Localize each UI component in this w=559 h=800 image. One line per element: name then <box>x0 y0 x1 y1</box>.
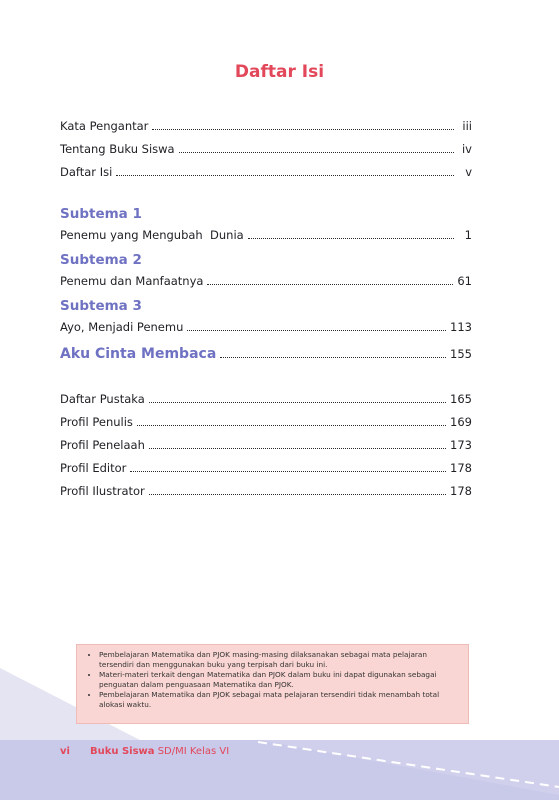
toc-page-number: iv <box>461 142 472 156</box>
toc-page-number: 169 <box>450 415 472 429</box>
note-item: • Materi-materi terkait dengan Matematika dan PJOK dalam buku ini dapat digunakan sebagai penguatan dalam penguasaan Matematika dan PJOK. <box>99 670 460 690</box>
subtema-2-heading: Subtema 2 <box>60 252 142 268</box>
footer-page-number: vi <box>60 746 70 757</box>
toc-entry-label: Tentang Buku Siswa <box>60 142 175 156</box>
toc-entry-label: Daftar Pustaka <box>60 392 145 406</box>
footer-book-class: SD/MI Kelas VI <box>157 746 230 757</box>
toc-page-number: 165 <box>450 392 472 406</box>
toc-entry-profil-editor[interactable] <box>60 458 472 476</box>
note-box <box>76 644 469 724</box>
toc-leader-dots <box>137 424 446 426</box>
toc-page-number: iii <box>462 119 472 133</box>
toc-entry-profil-ilustrator[interactable] <box>60 481 472 499</box>
toc-entry-aku-cinta-membaca[interactable] <box>60 344 472 362</box>
toc-entry-label: Daftar Isi <box>60 165 113 179</box>
toc-leader-dots <box>207 283 453 285</box>
footer-book-name: Buku Siswa <box>89 746 155 757</box>
toc-entry-label: Penemu dan Manfaatnya <box>60 274 204 288</box>
note-item: • Pembelajaran Matematika dan PJOK sebagai mata pelajaran tersendiri tidak menambah total alokasi waktu. <box>99 690 460 710</box>
toc-leader-dots <box>248 237 454 239</box>
toc-page-number: 173 <box>450 438 472 452</box>
toc-entry-subtema-2[interactable] <box>60 271 472 289</box>
toc-entry-profil-penelaah[interactable] <box>60 435 472 453</box>
toc-page-number: 178 <box>450 461 472 475</box>
toc-entry-daftar-isi[interactable] <box>60 162 472 180</box>
toc-page-number: v <box>465 165 472 179</box>
toc-entry-tentang-buku-siswa[interactable] <box>60 139 472 157</box>
toc-entry-label: Kata Pengantar <box>60 119 149 133</box>
toc-entry-profil-penulis[interactable] <box>60 412 472 430</box>
toc-entry-label: Penemu yang Mengubah Dunia <box>60 228 244 242</box>
toc-page-number: 155 <box>450 347 472 361</box>
toc-page-number: 178 <box>450 484 472 498</box>
subtema-3-heading: Subtema 3 <box>60 298 142 314</box>
subtema-1-heading: Subtema 1 <box>60 206 142 222</box>
note-list <box>85 650 460 710</box>
toc-entry-label: Profil Editor <box>60 461 127 475</box>
toc-page-number: 1 <box>464 228 472 242</box>
toc-entry-kata-pengantar[interactable] <box>60 116 472 134</box>
toc-leader-dots <box>220 356 446 358</box>
toc-entry-label: Profil Penulis <box>60 415 133 429</box>
toc-leader-dots <box>149 401 446 403</box>
toc-page-number: 113 <box>450 320 472 334</box>
footer-book-title <box>90 746 229 757</box>
toc-entry-label: Profil Ilustrator <box>60 484 145 498</box>
toc-leader-dots <box>187 329 446 331</box>
toc-leader-dots <box>116 174 454 176</box>
toc-leader-dots <box>179 151 454 153</box>
toc-entry-label: Ayo, Menjadi Penemu <box>60 320 184 334</box>
toc-leader-dots <box>149 493 446 495</box>
toc-entry-daftar-pustaka[interactable] <box>60 389 472 407</box>
toc-leader-dots <box>130 470 446 472</box>
toc-entry-subtema-1[interactable] <box>60 225 472 243</box>
toc-leader-dots <box>149 447 446 449</box>
page-footer <box>60 746 229 757</box>
toc-leader-dots <box>152 128 454 130</box>
note-item: • Pembelajaran Matematika dan PJOK masing-masing dilaksanakan sebagai mata pelajaran tersendiri dan menggunakan buku yang terpisah dari buku ini. <box>99 650 460 670</box>
toc-page-number: 61 <box>457 274 472 288</box>
page-title: Daftar Isi <box>234 62 325 82</box>
toc-entry-subtema-3[interactable] <box>60 317 472 335</box>
toc-entry-label: Aku Cinta Membaca <box>60 346 217 362</box>
toc-entry-label: Profil Penelaah <box>60 438 145 452</box>
